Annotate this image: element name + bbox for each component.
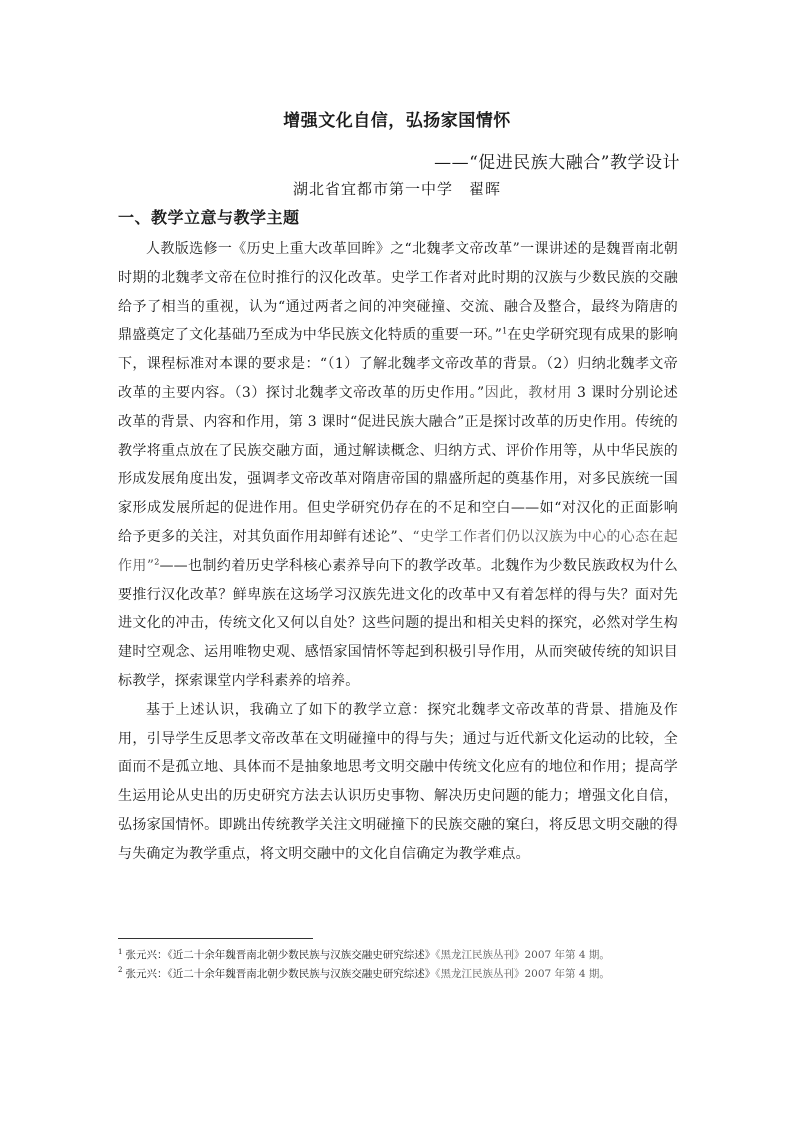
footnote-journal: 《黑龙江民族丛刊》2007 年第 4 期。 bbox=[435, 949, 610, 961]
footnotes bbox=[118, 948, 678, 985]
paragraph-text: 因此，教材用 bbox=[484, 384, 572, 401]
paragraph-text: ——也制约着历史学科核心素养导向下的教学改革。北魏作为少数民族政权为什么要推行汉化改革？鲜卑族在这场学习汉族先进文化的改革中又有着怎样的得与失？面对先进文化的冲击，传统文化又何以自处？这些问题的提出和相关史料的探究，必然对学生构建时空观念、运用唯物史观、感悟家国情怀等起到积极引导作用，从而突破传统的知识目标教学，探索课堂内学科素养的培养。 bbox=[118, 557, 678, 689]
section-heading: 一、教学立意与教学主题 bbox=[118, 208, 300, 227]
footnote-ref: 1 bbox=[502, 326, 508, 336]
footnote-mark: 2 bbox=[118, 966, 123, 974]
footnote-journal: 《黑龙江民族丛刊》2007 年第 4 期。 bbox=[435, 967, 610, 980]
footnote-text: 张元兴：《近二十余年魏晋南北朝少数民族与汉族交融史研究综述》 bbox=[125, 967, 436, 980]
paragraph-text: 人教版选修一《历史上重大改革回眸》之“北魏孝文帝改革”一课讲述的是魏晋南北朝时期的北魏孝文帝在位时推行的汉化改革。史学工作者对此时期的汉族与少数民族的交融给予了相当的重视，认为“通过两者之间的冲突碰撞、交流、融合及整合，最终为隋唐的鼎盛奠定了文化基础乃至成为中华民族文化特质的重要一环。” bbox=[118, 241, 678, 344]
paragraph bbox=[118, 235, 678, 696]
paragraph: 基于上述认识，我确立了如下的教学立意：探究北魏孝文帝改革的背景、措施及作用，引导学生反思孝文帝改革在文明碰撞中的得与失；通过与近代新文化运动的比较，全面而不是孤立地、具体而不是抽象地思考文明交融中传统文化应有的地位和作用；提高学生运用论从史出的历史研究方法去认识历史事物、解决历史问题的能力；增强文化自信，弘扬家国情怀。即跳出传统教学关注文明碰撞下的民族交融的窠臼，将反思文明交融的得与失确定为教学重点，将文明交融中的文化自信确定为教学难点。 bbox=[118, 701, 678, 862]
footnote-text: 张元兴：《近二十余年魏晋南北朝少数民族与汉族交融史研究综述》 bbox=[125, 949, 436, 961]
quoted-text: “史学工作者们仍以汉族为中心的心态在起作用” bbox=[118, 528, 678, 574]
paragraph-text: 3 课时分别论述改革的背景、内容和作用，第 3 课时“促进民族大融合”正是探讨改革的历史作用。传统的教学将重点放在了民族交融方面，通过解读概念、归纳方式、评价作用等，从中华民族的形成发展角度出发，强调孝文帝改革对隋唐帝国的鼎盛所起的奠基作用，对多民族统一国家形成发展所起的促进作用。但史学研究仍存在的不足和空白——如“对汉化的正面影响给予更多的关注，对其负面作用却鲜有述论”、 bbox=[118, 384, 679, 545]
footnote bbox=[118, 948, 678, 964]
document-subtitle: ——“促进民族大融合”教学设计 bbox=[434, 153, 680, 173]
paragraph-text: 在史学研究现有成果的影响下，课程标准对本课的要求是：“（1）了解北魏孝文帝改革的背景。（2）归纳北魏孝文帝改革的主要内容。（3）探讨北魏孝文帝改革的历史作用。” bbox=[118, 327, 678, 401]
footnote-ref: 2 bbox=[154, 557, 160, 567]
footnote-mark: 1 bbox=[118, 947, 123, 956]
author-line: 湖北省宜都市第一中学 翟晖 bbox=[292, 180, 501, 198]
document-title: 增强文化自信，弘扬家国情怀 bbox=[283, 111, 511, 131]
footnote bbox=[118, 967, 678, 983]
body-text bbox=[118, 235, 678, 869]
footnote-divider bbox=[118, 938, 313, 939]
